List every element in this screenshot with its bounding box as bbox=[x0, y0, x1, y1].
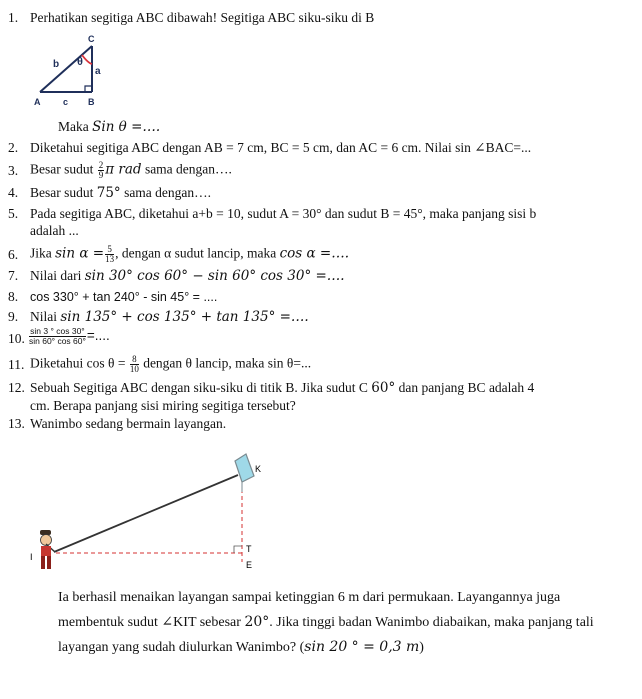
q10-number: 10. bbox=[8, 331, 25, 346]
label-theta: θ bbox=[77, 56, 83, 68]
q4-prefix: Besar sudut bbox=[30, 185, 97, 200]
q12-line1-b: dan panjang BC adalah 4 bbox=[395, 380, 535, 395]
q1-ask-math: Sin θ =…. bbox=[92, 119, 161, 135]
label-B-vertex: B bbox=[88, 97, 95, 107]
q12-number: 12. bbox=[8, 380, 25, 395]
q2-text: Diketahui segitiga ABC dengan AB = 7 cm, BC = 5 cm, dan AC = 6 cm. Nilai sin ∠BAC=... bbox=[30, 140, 532, 155]
kite-string bbox=[54, 475, 238, 552]
q3-denominator: 9 bbox=[98, 170, 104, 180]
q7-prefix: Nilai dari bbox=[30, 268, 85, 283]
q9-prefix: Nilai bbox=[30, 309, 61, 324]
q13-text: Wanimbo sedang bermain layangan. bbox=[30, 416, 227, 431]
q7-number: 7. bbox=[8, 268, 19, 283]
q3-numerator: 2 bbox=[98, 160, 104, 170]
label-c-vertex: C bbox=[88, 34, 95, 44]
q3-number: 3. bbox=[8, 163, 19, 178]
q9-math: sin 135° + cos 135° + tan 135° =…. bbox=[60, 309, 309, 325]
q13-para2-b: . Jika tinggi badan Wanimbo diabaikan, maka panjang tali bbox=[269, 615, 594, 630]
q13-para3 bbox=[58, 639, 424, 656]
q9-number: 9. bbox=[8, 309, 19, 324]
triangle-figure bbox=[28, 32, 108, 110]
q4-number: 4. bbox=[8, 185, 19, 200]
q11-numerator: 8 bbox=[130, 355, 139, 365]
q3-suffix: sama dengan…. bbox=[141, 161, 232, 177]
label-A-vertex: A bbox=[34, 97, 41, 107]
q11-prefix: Diketahui cos θ = bbox=[30, 355, 129, 371]
right-angle-marker-kite bbox=[234, 546, 242, 553]
q12-line1-math: 60° bbox=[371, 380, 396, 396]
label-I: I bbox=[30, 552, 33, 562]
q1-text: Perhatikan segitiga ABC dibawah! Segitiga ABC siku-siku di B bbox=[30, 10, 375, 25]
q13-para1: Ia berhasil menaikan layangan sampai ketinggian 6 m dari permukaan. Layangannya juga bbox=[58, 590, 561, 605]
boy-figure bbox=[40, 530, 55, 569]
q13-para2-a: membentuk sudut ∠KIT sebesar bbox=[58, 615, 245, 630]
q11-text bbox=[30, 355, 311, 374]
kite-figure bbox=[22, 452, 272, 578]
q12-line2: cm. Berapa panjang sisi miring segitiga tersebut? bbox=[30, 398, 296, 413]
q12-line1 bbox=[30, 380, 534, 396]
q11-number: 11. bbox=[8, 357, 25, 372]
q10-numerator: sin 3 ° cos 30° bbox=[30, 326, 85, 336]
angle-arc bbox=[82, 55, 92, 64]
q3-prefix: Besar sudut bbox=[30, 161, 97, 177]
q2-number: 2. bbox=[8, 140, 19, 155]
q6-denominator: 13 bbox=[105, 254, 115, 264]
q13-para2 bbox=[58, 614, 594, 631]
label-T: T bbox=[246, 544, 252, 554]
q10-suffix: =.... bbox=[86, 328, 110, 344]
q13-para3-math: sin 20 ° = 0,3 m bbox=[304, 639, 420, 655]
q4-text bbox=[30, 185, 211, 201]
q11-suffix: dengan θ lancip, maka sin θ=... bbox=[139, 355, 312, 371]
boy-shirt bbox=[41, 546, 51, 556]
q6-prefix: Jika bbox=[30, 245, 56, 261]
q10-text bbox=[28, 327, 110, 346]
q1-ask bbox=[58, 119, 160, 135]
q1-ask-prefix: Maka bbox=[58, 119, 93, 134]
q5-line1: Pada segitiga ABC, diketahui a+b = 10, sudut A = 30° dan sudut B = 45°, maka panjang sisi b bbox=[30, 206, 537, 221]
q10-denominator: sin 60° cos 60° bbox=[29, 336, 86, 346]
q6-math2: cos α =…. bbox=[279, 245, 350, 262]
q13-para3-a: layangan yang sudah diulurkan Wanimbo? ( bbox=[58, 640, 305, 655]
q8-text: cos 330° + tan 240° - sin 45° = .... bbox=[30, 290, 218, 304]
label-c-side: c bbox=[63, 97, 69, 107]
q9-text bbox=[30, 309, 309, 325]
q3-math: π rad bbox=[105, 161, 142, 178]
label-E: E bbox=[246, 560, 253, 570]
q1-number: 1. bbox=[8, 10, 19, 25]
q8-number: 8. bbox=[8, 289, 19, 304]
q13-para2-math: 20° bbox=[244, 614, 270, 630]
label-a-side: a bbox=[95, 66, 101, 77]
q6-numerator: 5 bbox=[105, 245, 114, 255]
boy-head bbox=[41, 535, 52, 546]
q7-math: sin 30° cos 60° − sin 60° cos 30° =…. bbox=[84, 268, 345, 284]
q6-number: 6. bbox=[8, 247, 19, 262]
q4-math: 75° bbox=[96, 185, 121, 201]
boy-leg-left bbox=[41, 556, 45, 569]
q13-number: 13. bbox=[8, 416, 25, 431]
label-K: K bbox=[255, 464, 262, 474]
q6-math1: sin α = bbox=[55, 245, 105, 262]
triangle-side-b bbox=[40, 46, 92, 92]
q12-line1-a: Sebuah Segitiga ABC dengan siku-siku di titik B. Jika sudut C bbox=[30, 380, 372, 395]
q6-middle: , dengan α sudut lancip, maka bbox=[115, 245, 280, 261]
q3-text bbox=[30, 161, 232, 180]
q4-suffix: sama dengan…. bbox=[120, 185, 212, 200]
q13-para3-b: ) bbox=[419, 640, 424, 655]
boy-leg-right bbox=[47, 556, 51, 569]
q7-text bbox=[30, 268, 345, 284]
label-b-side: b bbox=[53, 59, 60, 70]
q6-text bbox=[30, 245, 349, 264]
q5-line2: adalah ... bbox=[30, 223, 79, 238]
kite-icon bbox=[235, 454, 254, 482]
q11-denominator: 10 bbox=[129, 364, 139, 374]
q5-number: 5. bbox=[8, 206, 19, 221]
